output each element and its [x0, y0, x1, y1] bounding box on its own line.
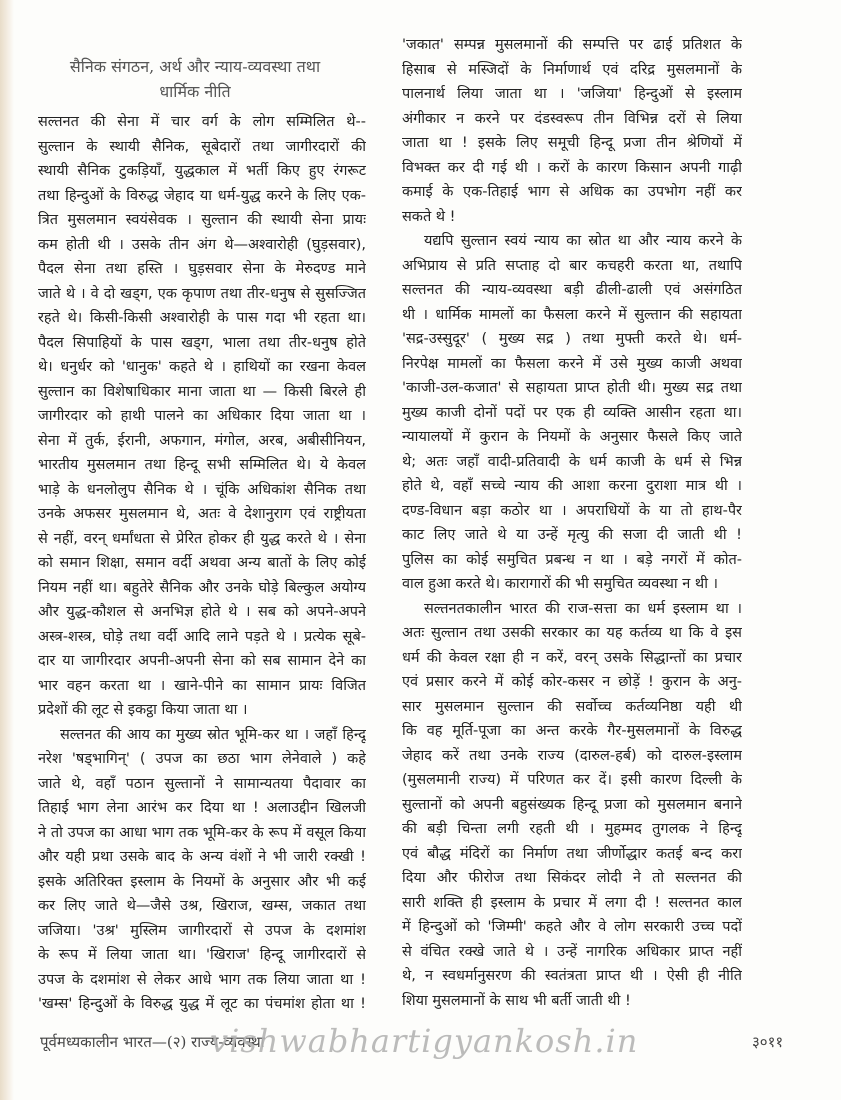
- text-line: एवं प्रसार करने में कोई कोर-कसर न छोड़ें ! कुरान के अनु-: [402, 674, 742, 690]
- text-line: सुल्तान के स्थायी सैनिक, सूबेदारों तथा जागीरदारों की: [38, 138, 366, 155]
- text-line: सार मुसलमान सुल्तान की सर्वोच्च कर्तव्यनिष्ठा यही थी: [402, 698, 742, 715]
- text-line: को समान शिक्षा, समान वर्दी अथवा अन्य बातों के लिए कोई: [38, 555, 366, 571]
- text-line: उनके अफसर मुसलमान थे, अतः वे देशानुराग एवं राष्ट्रीयता: [38, 506, 366, 522]
- section-heading-line: धार्मिक नीति: [159, 82, 231, 101]
- text-line: त्रित मुसलमान स्वयंसेवक । सुल्तान की स्थायी सेना प्रायः: [38, 212, 366, 228]
- text-line: जाता था ! इसके लिए समूची हिन्दू प्रजा तीन श्रेणियों में: [402, 135, 742, 151]
- text-line: सल्तनत की आय का मुख्य स्रोत भूमि-कर था । जहाँ हिन्दू: [60, 726, 366, 743]
- text-line: जजिया। 'उश्र' मुस्लिम जागीरदारों से उपज के दशमांश: [38, 922, 366, 939]
- text-line: पैदल सिपाहियों के पास खड्ग, भाला तथा तीर-धनुष होते: [38, 334, 366, 351]
- text-line: दण्ड-विधान बड़ा कठोर था । अपराधियों के या तो हाथ-पैर: [402, 502, 742, 519]
- text-line: (मुसलमानी राज्य) में परिणत कर दें। इसी कारण दिल्ली के: [402, 772, 742, 788]
- text-line: कर लिए जाते थे—जैसे उश्र, खिराज, खम्स, जकात तथा: [38, 898, 366, 914]
- text-line: के रूप में लिया जाता था। 'खिराज' हिन्दू जागीरदारों से: [38, 947, 366, 963]
- text-line: कम होती थी । उसके तीन अंग थे—अश्वारोही (घुड़सवार),: [38, 236, 366, 253]
- text-line: 'जकात' सम्पन्न मुसलमानों की सम्पत्ति पर ढाई प्रतिशत के: [402, 37, 742, 53]
- text-line: अंगीकार न करने पर दंडस्वरूप तीन विभिन्न दरों से लिया: [402, 110, 742, 127]
- text-line: प्रदेशों की लूट से इकट्ठा किया जाता था ।: [38, 702, 248, 718]
- text-line: पालनार्थ लिया जाता था । 'जजिया' हिन्दुओं से इस्लाम: [402, 86, 742, 102]
- text-line: शिया मुसलमानों के साथ भी बर्ती जाती थी !: [402, 992, 631, 1009]
- text-line: रहते थे। किसी-किसी अश्वारोही के पास गदा भी रहता था।: [38, 310, 366, 326]
- text-line: तथा हिन्दुओं के विरुद्ध जेहाद या धर्म-युद्ध करने के लिए एक-: [38, 187, 366, 204]
- text-line: भाड़े के धनलोलुप सैनिक थे । चूंकि अधिकांश सैनिक तथा: [38, 481, 366, 498]
- text-line: निरपेक्ष मामलों का फैसला करने में उसे मुख्य काजी अथवा: [402, 355, 742, 372]
- text-line: सेना में तुर्क, ईरानी, अफगान, मंगोल, अरब, अबीसीनियन,: [38, 432, 366, 449]
- text-line: 'काजी-उल-कजात' से सहायता प्राप्त होती थी। मुख्य सद्र तथा: [402, 380, 742, 396]
- text-line: अभिप्राय से प्रति सप्ताह दो बार कचहरी करता था, तथापि: [402, 257, 742, 274]
- text-line: सुल्तानों को अपनी बहुसंख्यक हिन्दू प्रजा को मुसलमान बनाने: [402, 796, 742, 813]
- text-line: सुल्तान का विशेषाधिकार माना जाता था — किसी बिरले ही: [38, 383, 366, 400]
- text-line: न्यायालयों में कुरान के नियमों के अनुसार फैसले किए जाते: [402, 429, 742, 445]
- text-line: मुख्य काजी दोनों पदों पर एक ही व्यक्ति आसीन रहता था।: [402, 404, 742, 421]
- text-line: जाते थे । वे दो खड्ग, एक कृपाण तथा तीर-धनुष से सुसज्जित: [38, 285, 366, 302]
- text-line: सल्तनत की न्याय-व्यवस्था बड़ी ढीली-ढाली एवं असंगठित: [402, 282, 742, 298]
- text-line: नरेश 'षड्भागिन्' ( उपज का छठा भाग लेनेवाले ) कहे: [38, 751, 366, 767]
- text-line: जाते थे, वहाँ पठान सुल्तानों ने सामान्यतया पैदावार का: [38, 775, 366, 792]
- text-line: भारतीय मुसलमान तथा हिन्दू सभी सम्मिलित थे। ये केवल: [38, 457, 366, 473]
- text-line: हिसाब से मस्जिदों के निर्माणार्थ एवं दरिद्र मुसलमानों के: [402, 61, 742, 78]
- text-line: थे। धनुर्धर को 'धानुक' कहते थे । हाथियों का रखना केवल: [38, 359, 366, 375]
- text-line: दार या जागीरदार अपनी-अपनी सेना को सब सामान देने का: [38, 653, 366, 669]
- page-number: ३०११: [752, 1033, 784, 1051]
- text-line: एवं बौद्ध मंदिरों का निर्माण तथा जीर्णोद्धार कतई बन्द करा: [402, 845, 742, 862]
- watermark: vishwabhartigyankosh.in: [210, 1022, 639, 1060]
- text-line: सल्तनतकालीन भारत की राज-सत्ता का धर्म इस्लाम था ।: [424, 600, 742, 617]
- text-line: ने तो उपज का आधा भाग तक भूमि-कर के रूप में वसूल किया: [38, 824, 366, 841]
- text-line: नियम नहीं था। बहुतेरे सैनिक और उनके घोड़े बिल्कुल अयोग्य: [38, 579, 366, 596]
- text-line: अतः सुल्तान तथा उसकी सरकार का यह कर्तव्य था कि वे इस: [402, 625, 742, 641]
- text-line: और युद्ध-कौशल से अनभिज्ञ होते थे । सब को अपने-अपने: [38, 604, 366, 620]
- text-line: तिहाई भाग लेना आरंभ कर दिया था ! अलाउद्दीन खिलजी: [38, 800, 366, 816]
- page-binding-edge: [0, 0, 14, 1100]
- text-line: काट लिए जाते थे या उन्हें मृत्यु की सजा दी जाती थी !: [402, 527, 742, 543]
- running-footer-title: पूर्वमध्यकालीन भारत—(२) राज्य-व्यवस्था: [40, 1033, 265, 1051]
- text-line: दिया और फीरोज तथा सिकंदर लोदी ने तो सल्तनत की: [402, 870, 742, 886]
- text-line: सारी शक्ति ही इस्लाम के प्रचार में लगा दी ! सल्तनत काल: [402, 894, 742, 911]
- text-line: जेहाद करें तथा उनके राज्य (दारुल-हर्ब) को दारुल-इस्लाम: [402, 747, 742, 764]
- text-line: इसके अतिरिक्त इस्लाम के नियमों के अनुसार और भी कई: [38, 873, 366, 890]
- text-line: उपज के दशमांश से लेकर आधे भाग तक लिया जाता था !: [38, 971, 366, 988]
- text-line: सल्तनत की सेना में चार वर्ग के लोग सम्मिलित थे--: [38, 114, 366, 130]
- text-line: से नहीं, वरन् धर्मांधता से प्रेरित होकर ही युद्ध करते थे । सेना: [38, 530, 366, 547]
- text-line: सकते थे !: [402, 208, 456, 225]
- text-line: थी । धार्मिक मामलों का फैसला करने में सुल्तान की सहायता: [402, 306, 742, 323]
- text-line: में हिन्दुओं को 'जिम्मी' कहते और वे लोग सरकारी उच्च पदों: [402, 919, 742, 935]
- text-line: स्थायी सैनिक टुकड़ियाँ, युद्धकाल में भर्ती किए हुए रंगरूट: [38, 163, 366, 179]
- text-line: 'सद्र-उस्सुदूर' ( मुख्य सद्र ) तथा मुफ्ती करते थे। धर्म-: [402, 331, 742, 347]
- text-line: पैदल सेना तथा हस्ति । घुड़सवार सेना के मेरुदण्ड माने: [38, 261, 366, 277]
- text-line: धर्म की केवल रक्षा ही न करें, वरन् उसके सिद्धान्तों का प्रचार: [402, 649, 742, 666]
- section-heading: [40, 54, 350, 104]
- text-line: जागीरदार को हाथी पालने का अधिकार दिया जाता था ।: [38, 408, 366, 424]
- text-line: की बड़ी चिन्ता लगी रहती थी । मुहम्मद तुगलक ने हिन्दू: [402, 821, 742, 837]
- section-heading-line: सैनिक संगठन, अर्थ और न्याय-व्यवस्था तथा: [69, 57, 321, 76]
- text-line: से वंचित रक्खे जाते थे । उन्हें नागरिक अधिकार प्राप्त नहीं: [402, 943, 742, 960]
- text-line: पुलिस का कोई समुचित प्रबन्ध न था । बड़े नगरों में कोत-: [402, 551, 742, 568]
- text-line: भार वहन करता था । खाने-पीने का सामान प्रायः विजित: [38, 677, 366, 694]
- text-line: थे; अतः जहाँ वादी-प्रतिवादी के धर्म काजी के धर्म से भिन्न: [402, 453, 742, 470]
- text-line: होते थे, वहाँ सच्चे न्याय की आशा करना दुराशा मात्र थी ।: [402, 478, 742, 494]
- text-line: विभक्त कर दी गई थी । करों के कारण किसान अपनी गाढ़ी: [402, 159, 742, 176]
- text-line: अस्त्र-शस्त्र, घोड़े तथा वर्दी आदि लाने पड़ते थे । प्रत्येक सूबे-: [38, 628, 366, 645]
- text-line: कि वह मूर्ति-पूजा का अन्त करके गैर-मुसलमानों के विरुद्ध: [402, 723, 742, 739]
- text-line: यद्यपि सुल्तान स्वयं न्याय का स्रोत था और न्याय करने के: [424, 233, 742, 249]
- text-line: कमाई के एक-तिहाई भाग से अधिक का उपभोग नहीं कर: [402, 184, 742, 200]
- text-line: 'खम्स' हिन्दुओं के विरुद्ध युद्ध में लूट का पंचमांश होता था !: [38, 996, 366, 1012]
- text-line: और यही प्रथा उसके बाद के अन्य वंशों ने भी जारी रक्खी !: [38, 849, 366, 865]
- text-line: वाल हुआ करते थे। कारागारों की भी समुचित व्यवस्था न थी ।: [402, 576, 719, 592]
- text-line: थे, न स्वधर्मानुसरण की स्वतंत्रता प्राप्त थी । ऐसी ही नीति: [402, 968, 742, 984]
